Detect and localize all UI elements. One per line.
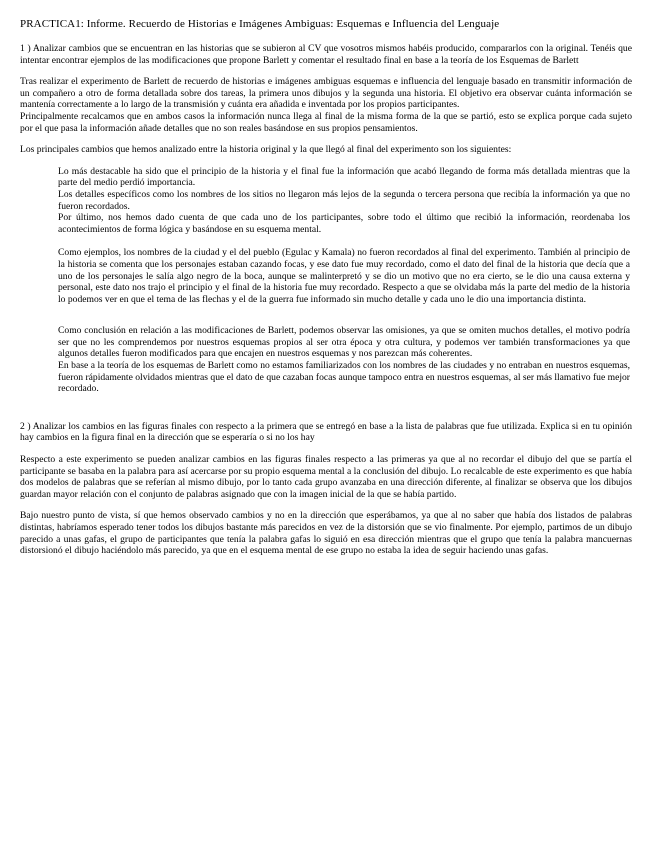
indented-block-1	[58, 166, 630, 395]
question-1: 1 ) Analizar cambios que se encuentran en las historias que se subieron al CV que vosotros mismos habéis producido, compararlos con la original. Tenéis que intentar encontrar ejemplos de las modificaciones que propone Barlett y comentar el resultado final en base a la teoría de los Esquemas de Barlett	[20, 43, 632, 66]
change-item-3: Por último, nos hemos dado cuenta de que cada uno de los participantes, sobre todo el último que recibió la información, reordenaba los acontecimientos de forma lógica y basándose en su esquema mental.	[58, 212, 630, 235]
conclusion-paragraph-2: En base a la teoría de los esquemas de Barlett como no estamos familiarizados con los nombres de las ciudades y no entraban en nuestros esquemas, fueron rápidamente olvidados mientras que el dato de que cazaban focas aunque tampoco entra en nuestros esquemas, al ser más llamativo fue mejor recordado.	[58, 360, 630, 395]
change-item-2: Los detalles específicos como los nombres de los sitios no llegaron más lejos de la segunda o tercera persona que recibía la información ya que no fueron recordados.	[58, 188, 630, 212]
question-2: 2 ) Analizar los cambios en las figuras finales con respecto a la primera que se entregó en base a la lista de palabras que fue utilizada. Explica si en tu opinión hay cambios en la figura final en la dirección que se esperaría o si no los hay	[20, 420, 632, 444]
answer-2-paragraph-1: Respecto a este experimento se pueden analizar cambios en las figuras finales respecto a las primeras ya que al no recordar el dibujo del que se partía el participante se basaba en la palabra para así acercarse por su propio esquema mental a la conclusión del dibujo. Lo recalcable de este experimento es que había dos modelos de palabras que se referían al mismo dibujo, por lo tanto cada grupo avanzaba en una dirección diferente, al finalizar se observa que los dibujos guardan mayor relación con el conjunto de palabras asignado que con la imagen inicial de la que se había partido.	[20, 454, 632, 500]
document-title: PRACTICA1: Informe. Recuerdo de Historias e Imágenes Ambiguas: Esquemas e Influencia del Lenguaje	[20, 18, 500, 30]
document-page	[20, 18, 632, 567]
conclusion-paragraph-1: Como conclusión en relación a las modificaciones de Barlett, podemos observar las omisiones, ya que se omiten muchos detalles, el motivo podría ser que no les comprendemos por nuestros esquemas propios al ser otra época y otra cultura, y podemos ver también transformaciones ya que algunos detalles fueron modificados para que encajen en nuestros esquemas y nos parezcan más coherentes.	[58, 325, 630, 360]
change-item-1: Lo más destacable ha sido que el principio de la historia y el final fue la información que acabó llegando de forma más detallada mientras que la parte del medio perdió importancia.	[58, 165, 630, 189]
answer-1-paragraph-3: Los principales cambios que hemos analizado entre la historia original y la que llegó al final del experimento son los siguientes:	[20, 144, 512, 156]
answer-2-paragraph-2: Bajo nuestro punto de vista, sí que hemos observado cambios y no en la dirección que esperábamos, ya que al no saber que había dos listados de palabras distintas, habríamos esperado tener todos los dibujos bastante más parecidos en vez de la distorsión que se vio finalmente. Por ejemplo, partimos de un dibujo parecido a unas gafas, el grupo de participantes que tenía la palabra gafas lo siguió en esa dirección mientras que el grupo que tenía la palabra mancuernas distorsionó el dibujo haciéndolo más parecido, ya que en el esquema mental de ese grupo no estaba la idea de seguir haciendo unas gafas.	[20, 510, 632, 557]
examples-paragraph: Como ejemplos, los nombres de la ciudad y el del pueblo (Egulac y Kamala) no fueron recordados al final del experimento. También al principio de la historia se comenta que los personajes estaban cazando focas, y ese dato fue muy recordado, como el dato del final de la historia que decía que a uno de los personajes le salía algo negro de la boca, aunque se malinterpretó y se dio un motivo que no era cierto, se le dio una causa externa y personal, este dato nos trajo el principio y el final de la historia fue muy recordado. Respecto a que se olvidaba más la parte del medio de la historia lo podemos ver en que el tema de las flechas y el de la guerra fue informado sin mucho detalle y cada uno le dio una importancia distinta.	[58, 247, 630, 305]
answer-1-paragraph-1: Tras realizar el experimento de Barlett de recuerdo de historias e imágenes ambiguas esquemas e influencia del lenguaje basado en transmitir información de un compañero a otro de forma detallada sobre dos tareas, la primera unos dibujos y la segunda una historia. El objetivo era observar cuánta información se mantenía correctamente a lo largo de la transmisión y cuánta era añadida e inventada por los propios participantes.	[20, 76, 632, 111]
answer-1-paragraph-2: Principalmente recalcamos que en ambos casos la información nunca llega al final de la misma forma de la que se partió, esto se explica porque cada sujeto por el que pasa la información añade detalles que no son reales basándose en sus propios pensamientos.	[20, 110, 632, 134]
